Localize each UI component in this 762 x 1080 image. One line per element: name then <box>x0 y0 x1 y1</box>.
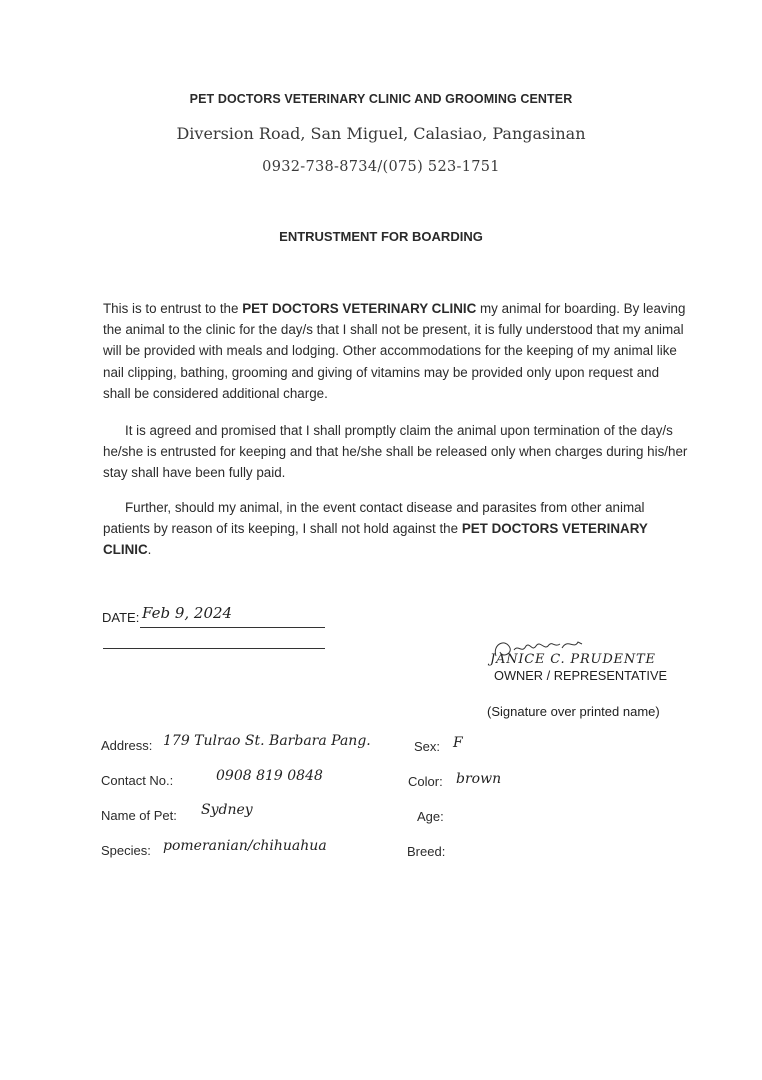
paragraph-liability <box>103 497 688 561</box>
date-underline <box>140 627 325 628</box>
color-label: Color: <box>408 774 443 789</box>
paragraph-text: my animal for boarding. By leaving the animal to the clinic for the day/s that I shall not be present, it is fully understood that my animal will be provided with meals and lodging. Other accommodations for the keeping of my animal like nail clipping, bathing, grooming and giving of vitamins may be provided only upon request and shall be considered additional charge. <box>103 301 686 401</box>
blank-underline <box>103 648 325 649</box>
contact-label: Contact No.: <box>101 773 174 788</box>
paragraph-text: . <box>147 542 152 558</box>
species-value: pomeranian/chihuahua <box>163 838 327 854</box>
pet-name-value: Sydney <box>201 802 253 818</box>
address-label: Address: <box>101 738 153 753</box>
sex-value: F <box>453 735 463 751</box>
age-label: Age: <box>417 809 444 824</box>
clinic-phone: 0932-738-8734/(075) 523-1751 <box>262 159 500 175</box>
color-value: brown <box>456 771 502 787</box>
date-label: DATE: <box>102 610 140 625</box>
breed-label: Breed: <box>407 844 446 859</box>
address-value: 179 Tulrao St. Barbara Pang. <box>163 733 371 749</box>
printed-name: JANICE C. PRUDENTE <box>490 652 656 667</box>
paragraph-text: This is to entrust to the <box>103 301 243 316</box>
clinic-name-bold: PET DOCTORS VETERINARY CLINIC <box>103 521 648 558</box>
date-value: Feb 9, 2024 <box>142 604 233 622</box>
clinic-address: Diversion Road, San Miguel, Calasiao, Pangasinan <box>176 124 586 143</box>
contact-value: 0908 819 0848 <box>216 768 323 784</box>
sex-label: Sex: <box>414 739 441 754</box>
clinic-name-bold: PET DOCTORS VETERINARY CLINIC <box>242 301 477 316</box>
paragraph-agreement: It is agreed and promised that I shall promptly claim the animal upon termination of the day/s he/she is entrusted for keeping and that he/she shall be released only when charges during his/her stay shall have been fully paid. <box>103 423 688 481</box>
signature-note: (Signature over printed name) <box>487 704 660 719</box>
pet-name-label: Name of Pet: <box>101 808 177 823</box>
paragraph-entrust <box>103 298 688 404</box>
owner-representative-label: OWNER / REPRESENTATIVE <box>494 668 668 683</box>
species-label: Species: <box>101 843 151 858</box>
paragraph-text: Further, should my animal, in the event contact disease and parasites from other animal patients by reason of its keeping, I shall not hold against the <box>103 500 645 537</box>
document-title: ENTRUSTMENT FOR BOARDING <box>279 229 483 244</box>
clinic-name: PET DOCTORS VETERINARY CLINIC AND GROOMING CENTER <box>189 92 573 106</box>
